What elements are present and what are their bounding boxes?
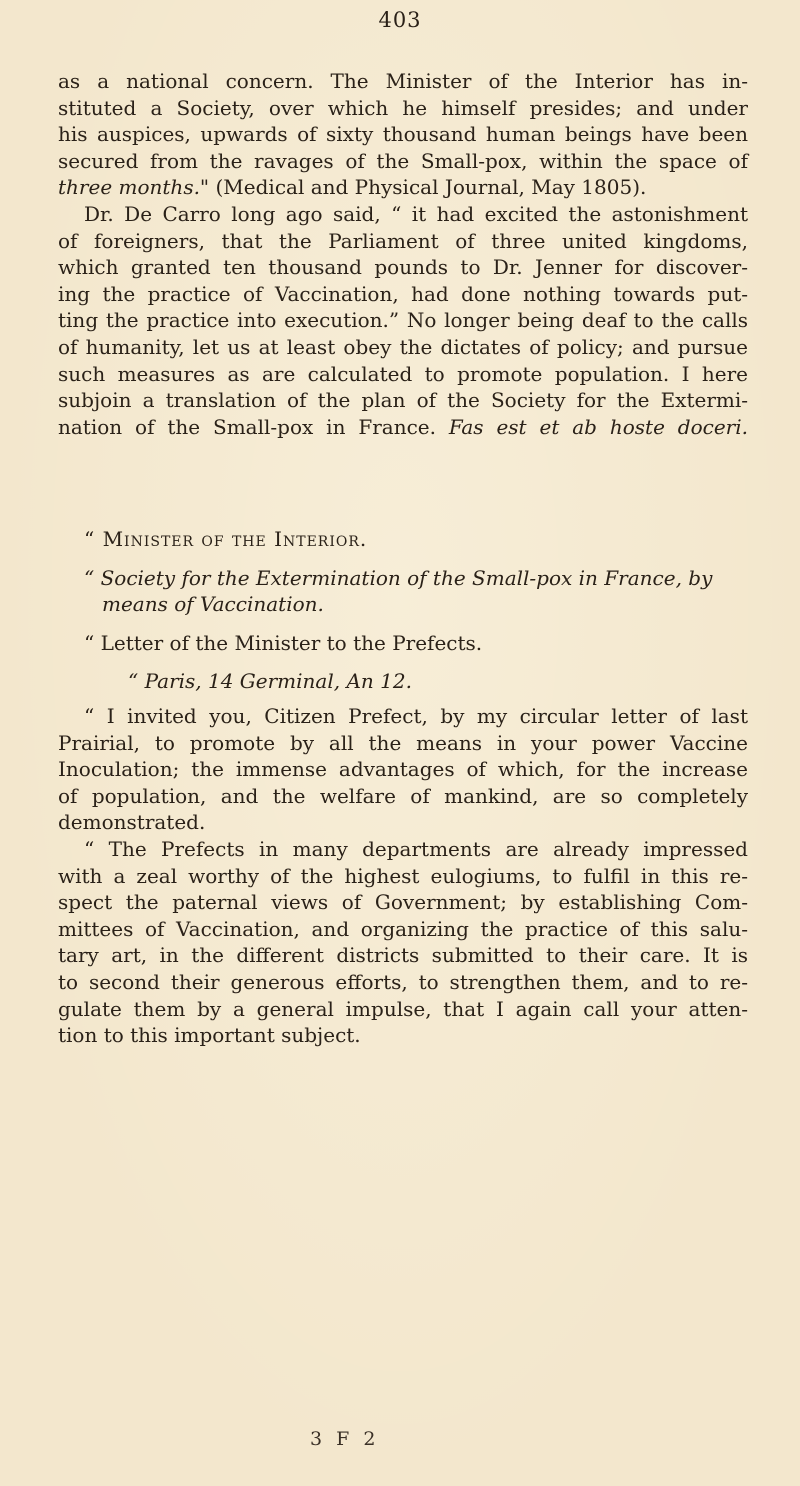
text-line: which granted ten thousand pounds to Dr. Jenner for discover-: [58, 255, 748, 280]
text-line: of foreigners, that the Parliament of three united kingdoms,: [58, 228, 748, 253]
text-line: “ The Prefects in many departments are already impressed: [84, 836, 748, 861]
text-line: secured from the ravages of the Small-pox, within the space of: [58, 148, 748, 173]
text-line: [58, 174, 748, 201]
paragraph-invitation: [58, 703, 748, 836]
text-line: to second their generous efforts, to strengthen them, and to re-: [58, 969, 748, 994]
letter-section: [58, 518, 748, 1049]
text-line: Dr. De Carro long ago said, “ it had excited the astonishment: [84, 201, 748, 226]
paragraph-prefects: [58, 836, 748, 1049]
paragraph-de-carro: [58, 201, 748, 440]
text-line: of humanity, let us at least obey the dictates of policy; and pursue: [58, 334, 748, 359]
text-line: stituted a Society, over which he himself presides; and under: [58, 95, 748, 120]
signature-mark: 3 F 2: [310, 1428, 380, 1450]
text-segment: nation of the Small-pox in France.: [58, 414, 449, 439]
italic-phrase: three months.": [58, 175, 210, 200]
society-title-line: means of Vaccination.: [102, 592, 324, 617]
text-line: of population, and the welfare of mankind, are so completely: [58, 783, 748, 808]
text-line: mittees of Vaccination, and organizing the practice of this salu-: [58, 916, 748, 941]
text-line: [58, 414, 748, 441]
text-line: tion to this important subject.: [58, 1023, 361, 1048]
text-line: Prairial, to promote by all the means in your power Vaccine: [58, 730, 748, 755]
heading-minister: “ Minister of the Interior.: [84, 527, 368, 551]
text-line: with a zeal worthy of the highest eulogiums, to fulfil in this re-: [58, 863, 748, 888]
text-line: such measures as are calculated to promote population. I here: [58, 361, 748, 386]
text-line: “ I invited you, Citizen Prefect, by my circular letter of last: [84, 703, 748, 728]
latin-quote: Fas est et ab hoste doceri.: [448, 414, 748, 439]
dateline: “ Paris, 14 Germinal, An 12.: [128, 669, 412, 694]
text-line: spect the paternal views of Government; by establishing Com-: [58, 890, 748, 915]
page-number: 403: [378, 8, 422, 32]
citation: (Medical and Physical Journal, May 1805).: [209, 175, 647, 200]
text-line: tary art, in the different districts submitted to their care. It is: [58, 943, 748, 968]
text-line: ing the practice of Vaccination, had done nothing towards put-: [58, 281, 748, 306]
text-line: gulate them by a general impulse, that I again call your atten-: [58, 996, 748, 1021]
paragraph-national-concern: [58, 68, 748, 201]
main-text: [58, 68, 748, 440]
letter-title: “ Letter of the Minister to the Prefects.: [84, 630, 483, 655]
text-line: subjoin a translation of the plan of the Society for the Extermi-: [58, 388, 748, 413]
text-line: Inoculation; the immense advantages of which, for the increase: [58, 757, 748, 782]
text-line: his auspices, upwards of sixty thousand human beings have been: [58, 122, 748, 147]
text-line: demonstrated.: [58, 810, 206, 835]
text-line: ting the practice into execution.” No longer being deaf to the calls: [58, 308, 748, 333]
text-line: as a national concern. The Minister of the Interior has in-: [58, 69, 748, 93]
society-title-line: “ Society for the Extermination of the Small-pox in France, by: [84, 565, 713, 590]
